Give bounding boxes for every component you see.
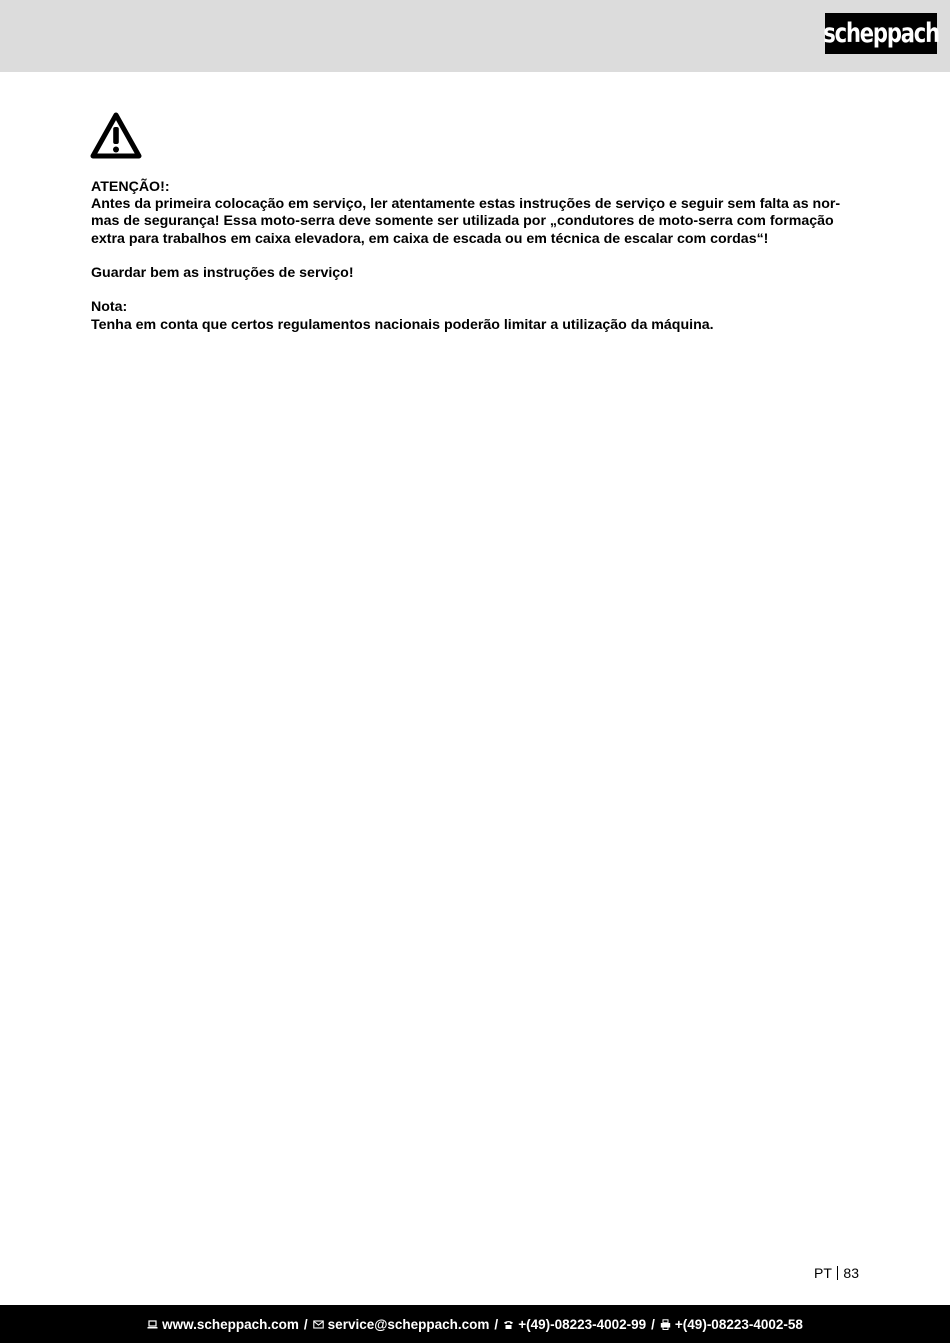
logo-text: scheppach [823,18,939,49]
footer-phone[interactable] [503,1317,646,1332]
safety-notice [91,179,866,334]
footer-separator: / [494,1316,499,1332]
scheppach-logo [825,13,937,54]
notice-line: Antes da primeira colocação em serviço, ler atentamente estas instruções de serviço e seguir sem falta as nor- [91,196,841,213]
notice-paragraph [91,196,866,248]
footer-phone-text: +(49)-08223-4002-99 [518,1316,647,1332]
fax-icon [660,1319,671,1330]
page-number-divider [837,1266,839,1280]
page-language: PT [814,1265,832,1281]
page-number-value: 83 [843,1265,859,1281]
footer-email[interactable] [313,1317,490,1332]
footer-separator: / [303,1316,308,1332]
keep-instructions-text: Guardar bem as instruções de serviço! [91,265,354,281]
footer-email-text: service@scheppach.com [327,1316,490,1332]
laptop-icon [147,1319,158,1330]
contact-footer [0,1305,950,1343]
note-text: Tenha em conta que certos regulamentos nacionais poderão limitar a utilização da máquina. [91,316,714,333]
warning-triangle-icon [90,112,142,159]
notice-line: extra para trabalhos em caixa elevadora, em caixa de escada ou em técnica de escalar com cordas“! [91,230,769,247]
footer-website-text: www.scheppach.com [162,1316,299,1332]
envelope-icon [313,1319,324,1330]
notice-heading: ATENÇÃO!: [91,179,170,195]
page-number [814,1265,859,1281]
footer-fax [660,1317,803,1332]
footer-website[interactable] [147,1317,299,1332]
footer-separator: / [651,1316,655,1332]
notice-line: mas de segurança! Essa moto-serra deve somente ser utilizada por „condutores de moto-serra com formação [91,213,834,230]
header-band [0,0,950,72]
footer-fax-text: +(49)-08223-4002-58 [674,1316,803,1332]
phone-icon [503,1319,514,1330]
note-heading: Nota: [91,299,128,316]
